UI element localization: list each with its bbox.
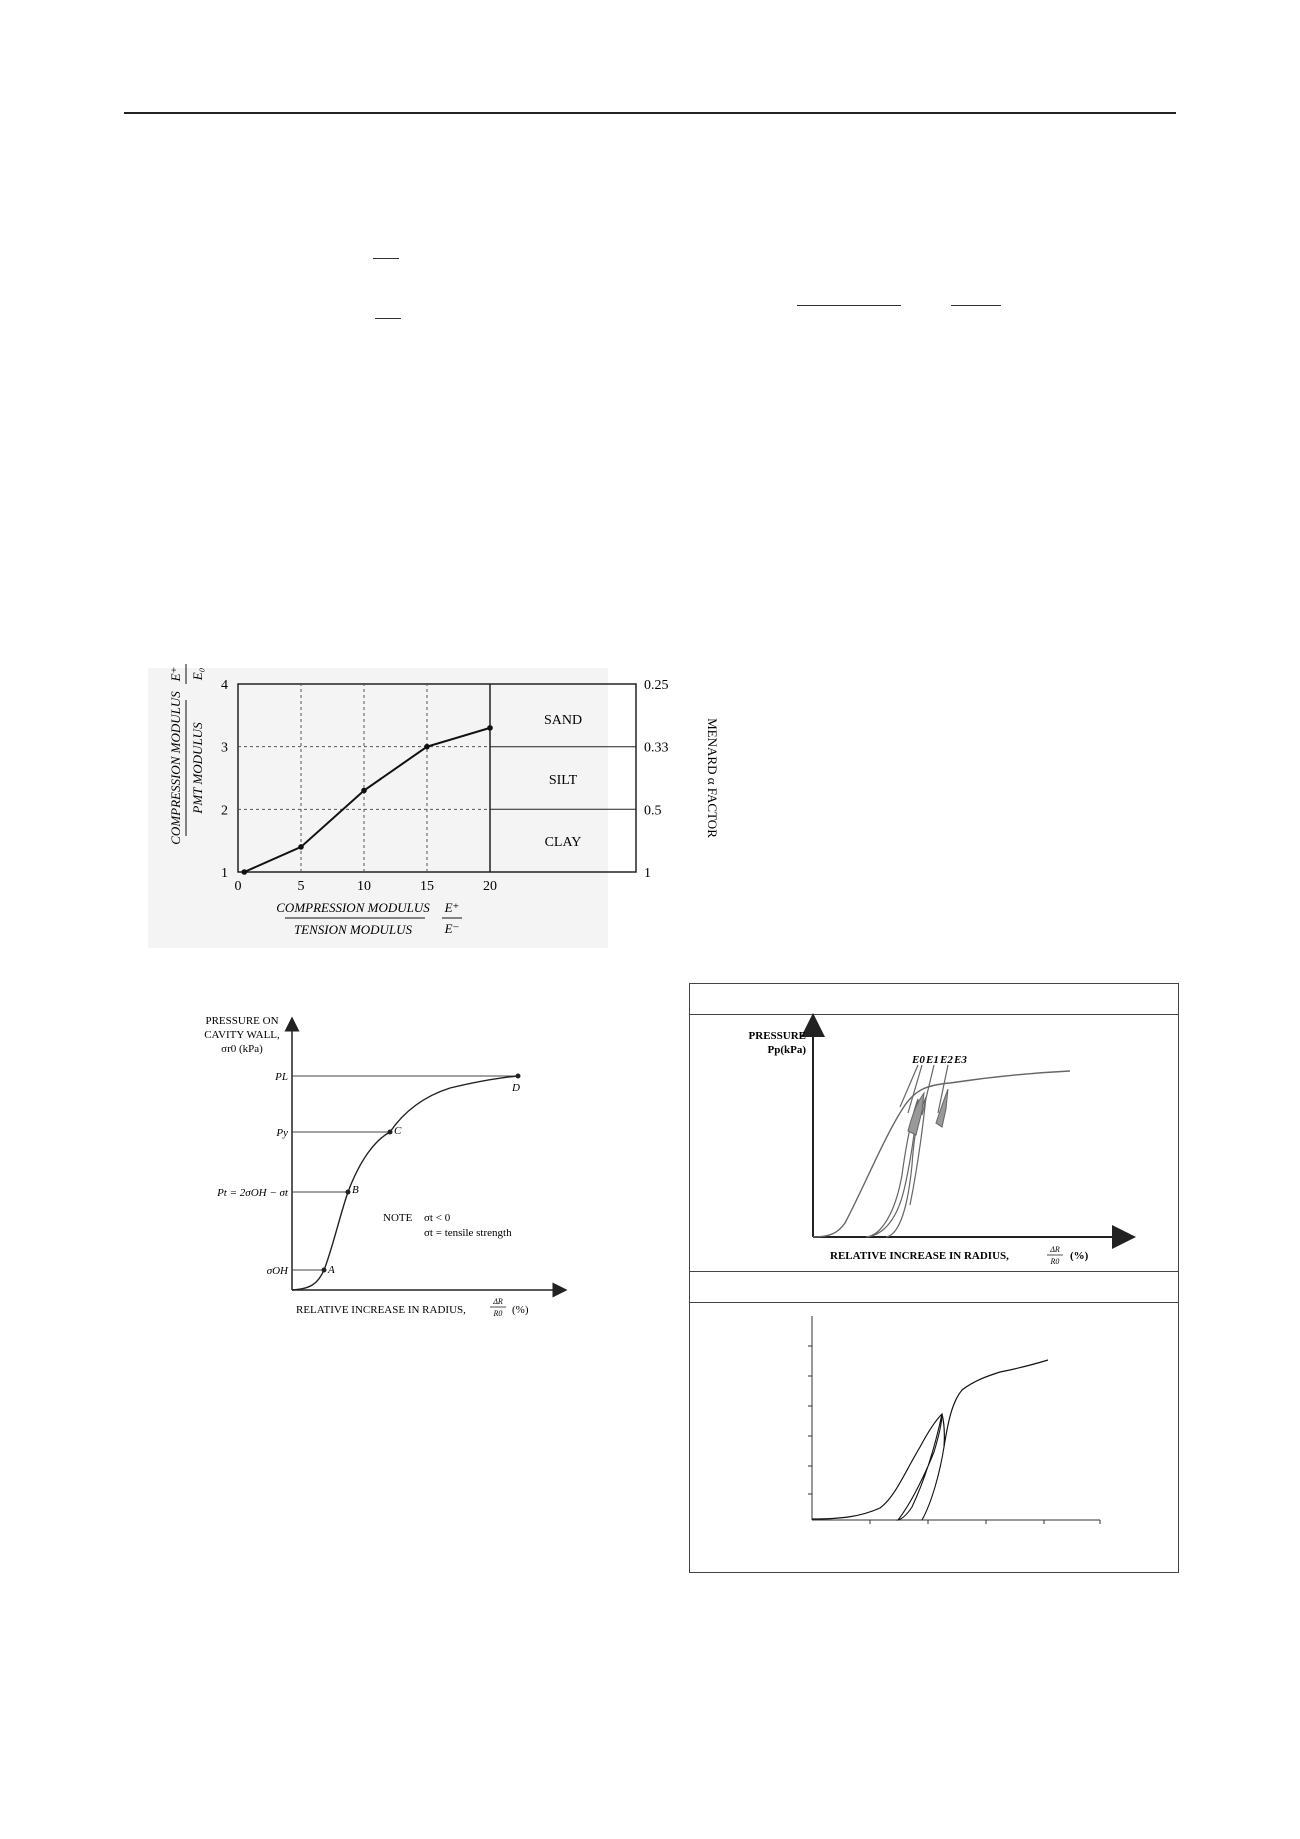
- x-label-frac-num: ΔR: [493, 1297, 503, 1306]
- point-d: [516, 1074, 521, 1079]
- y-tick-label: 2: [221, 803, 228, 819]
- modulus-label-e1: E1: [926, 1054, 939, 1066]
- measured-loading-curve: [812, 1360, 1048, 1519]
- zone-label-sand: SAND: [543, 713, 583, 728]
- right-tick-label: 1: [644, 866, 651, 881]
- x-label-unit: (%): [1070, 1250, 1089, 1262]
- equation-fraction-bar: [373, 258, 399, 259]
- y-label-line-1: PRESSURE: [748, 1030, 806, 1042]
- zone-label-silt: SILT: [548, 773, 578, 788]
- pressure-expansion-diagram: [190, 1000, 590, 1320]
- level-label-soh: σOH: [266, 1265, 288, 1277]
- data-point: [298, 844, 304, 850]
- modulus-line-e2: [922, 1065, 934, 1115]
- level-label-py: Py: [276, 1127, 288, 1139]
- y-label-symbol-num: E⁺: [168, 666, 183, 682]
- y-label-denominator: PMT MODULUS: [190, 722, 205, 814]
- x-label: RELATIVE INCREASE IN RADIUS,: [830, 1250, 1009, 1262]
- x-label: RELATIVE INCREASE IN RADIUS,: [296, 1304, 466, 1316]
- x-label-frac-den: R0: [493, 1309, 503, 1318]
- x-label-denominator: TENSION MODULUS: [293, 922, 413, 937]
- y-tick-label: 4: [221, 678, 228, 693]
- point-label-d: D: [512, 1082, 520, 1094]
- x-axis-ticks: [870, 1520, 1100, 1524]
- equation-fraction-bar: [375, 318, 401, 319]
- measured-unload-loop-1: [898, 1414, 942, 1520]
- pressure-curve: [292, 1076, 518, 1290]
- zone-label-clay: CLAY: [544, 835, 582, 850]
- modulus-label-e2: E2: [940, 1054, 953, 1066]
- data-point: [242, 869, 248, 875]
- equation-fraction-bar: [951, 305, 1001, 306]
- point-b: [346, 1190, 351, 1195]
- data-point: [487, 725, 493, 731]
- panel-divider-band: [690, 1271, 1178, 1303]
- modulus-ratio-chart: [148, 666, 720, 948]
- y-tick-label: 3: [221, 740, 228, 756]
- panel-header-band: [690, 984, 1178, 1015]
- point-c: [388, 1130, 393, 1135]
- measured-cyclic-curve: [690, 1302, 1178, 1570]
- x-label-symbol-den: E⁻: [444, 921, 460, 936]
- y-tick-label: 1: [221, 866, 228, 881]
- data-point: [361, 788, 367, 794]
- y-label-line-2: CAVITY WALL,: [204, 1029, 280, 1041]
- x-label-unit: (%): [512, 1304, 529, 1316]
- header-rule: [124, 112, 1176, 114]
- right-axis-label: MENARD α FACTOR: [705, 718, 720, 838]
- x-tick-label: 5: [297, 879, 305, 894]
- x-tick-label: 0: [234, 879, 242, 894]
- figure-modulus-ratio: [148, 666, 720, 948]
- figure-cyclic-pressure-tests: [689, 983, 1179, 1573]
- level-label-pt: Pt = 2σOH − σt: [217, 1187, 288, 1199]
- y-label-line-1: PRESSURE ON: [205, 1015, 279, 1027]
- x-label-symbol-num: E⁺: [444, 900, 460, 915]
- modulus-label-e0: E0: [912, 1054, 925, 1066]
- x-label-frac-den: R0: [1050, 1257, 1060, 1266]
- data-point: [424, 744, 430, 750]
- y-label-line-3: σr0 (kPa): [221, 1043, 263, 1055]
- x-tick-label: 15: [420, 879, 434, 894]
- note-line-2: σt = tensile strength: [424, 1227, 512, 1239]
- y-label-symbol-den: E₀: [190, 667, 205, 681]
- x-tick-label: 10: [357, 879, 371, 894]
- y-label-numerator: COMPRESSION MODULUS: [168, 691, 183, 845]
- modulus-label-e3: E3: [954, 1054, 967, 1066]
- y-label-line-2: Pp(kPa): [767, 1044, 806, 1056]
- point-label-c: C: [394, 1125, 402, 1137]
- measured-unload-loop-2: [922, 1447, 944, 1520]
- level-label-pl: PL: [275, 1071, 288, 1083]
- equation-fraction-bar: [797, 305, 901, 306]
- x-label-frac-num: ΔR: [1050, 1245, 1060, 1254]
- y-axis-ticks: [808, 1346, 812, 1494]
- note-line-1: σt < 0: [424, 1212, 451, 1224]
- point-label-a: A: [328, 1264, 335, 1276]
- cycle-loop-1: [866, 1099, 918, 1237]
- point-label-b: B: [352, 1184, 359, 1196]
- right-tick-label: 0.33: [644, 740, 669, 756]
- x-tick-label: 20: [483, 879, 497, 894]
- modulus-ratio-line: [244, 728, 490, 872]
- right-tick-label: 0.5: [644, 803, 662, 819]
- cyclic-test-diagram: [690, 1015, 1178, 1271]
- figure-pressure-expansion-curve: [190, 1000, 590, 1320]
- point-a: [322, 1268, 327, 1273]
- right-tick-label: 0.25: [644, 678, 669, 693]
- note-title: NOTE: [383, 1212, 413, 1224]
- x-label-numerator: COMPRESSION MODULUS: [276, 900, 430, 915]
